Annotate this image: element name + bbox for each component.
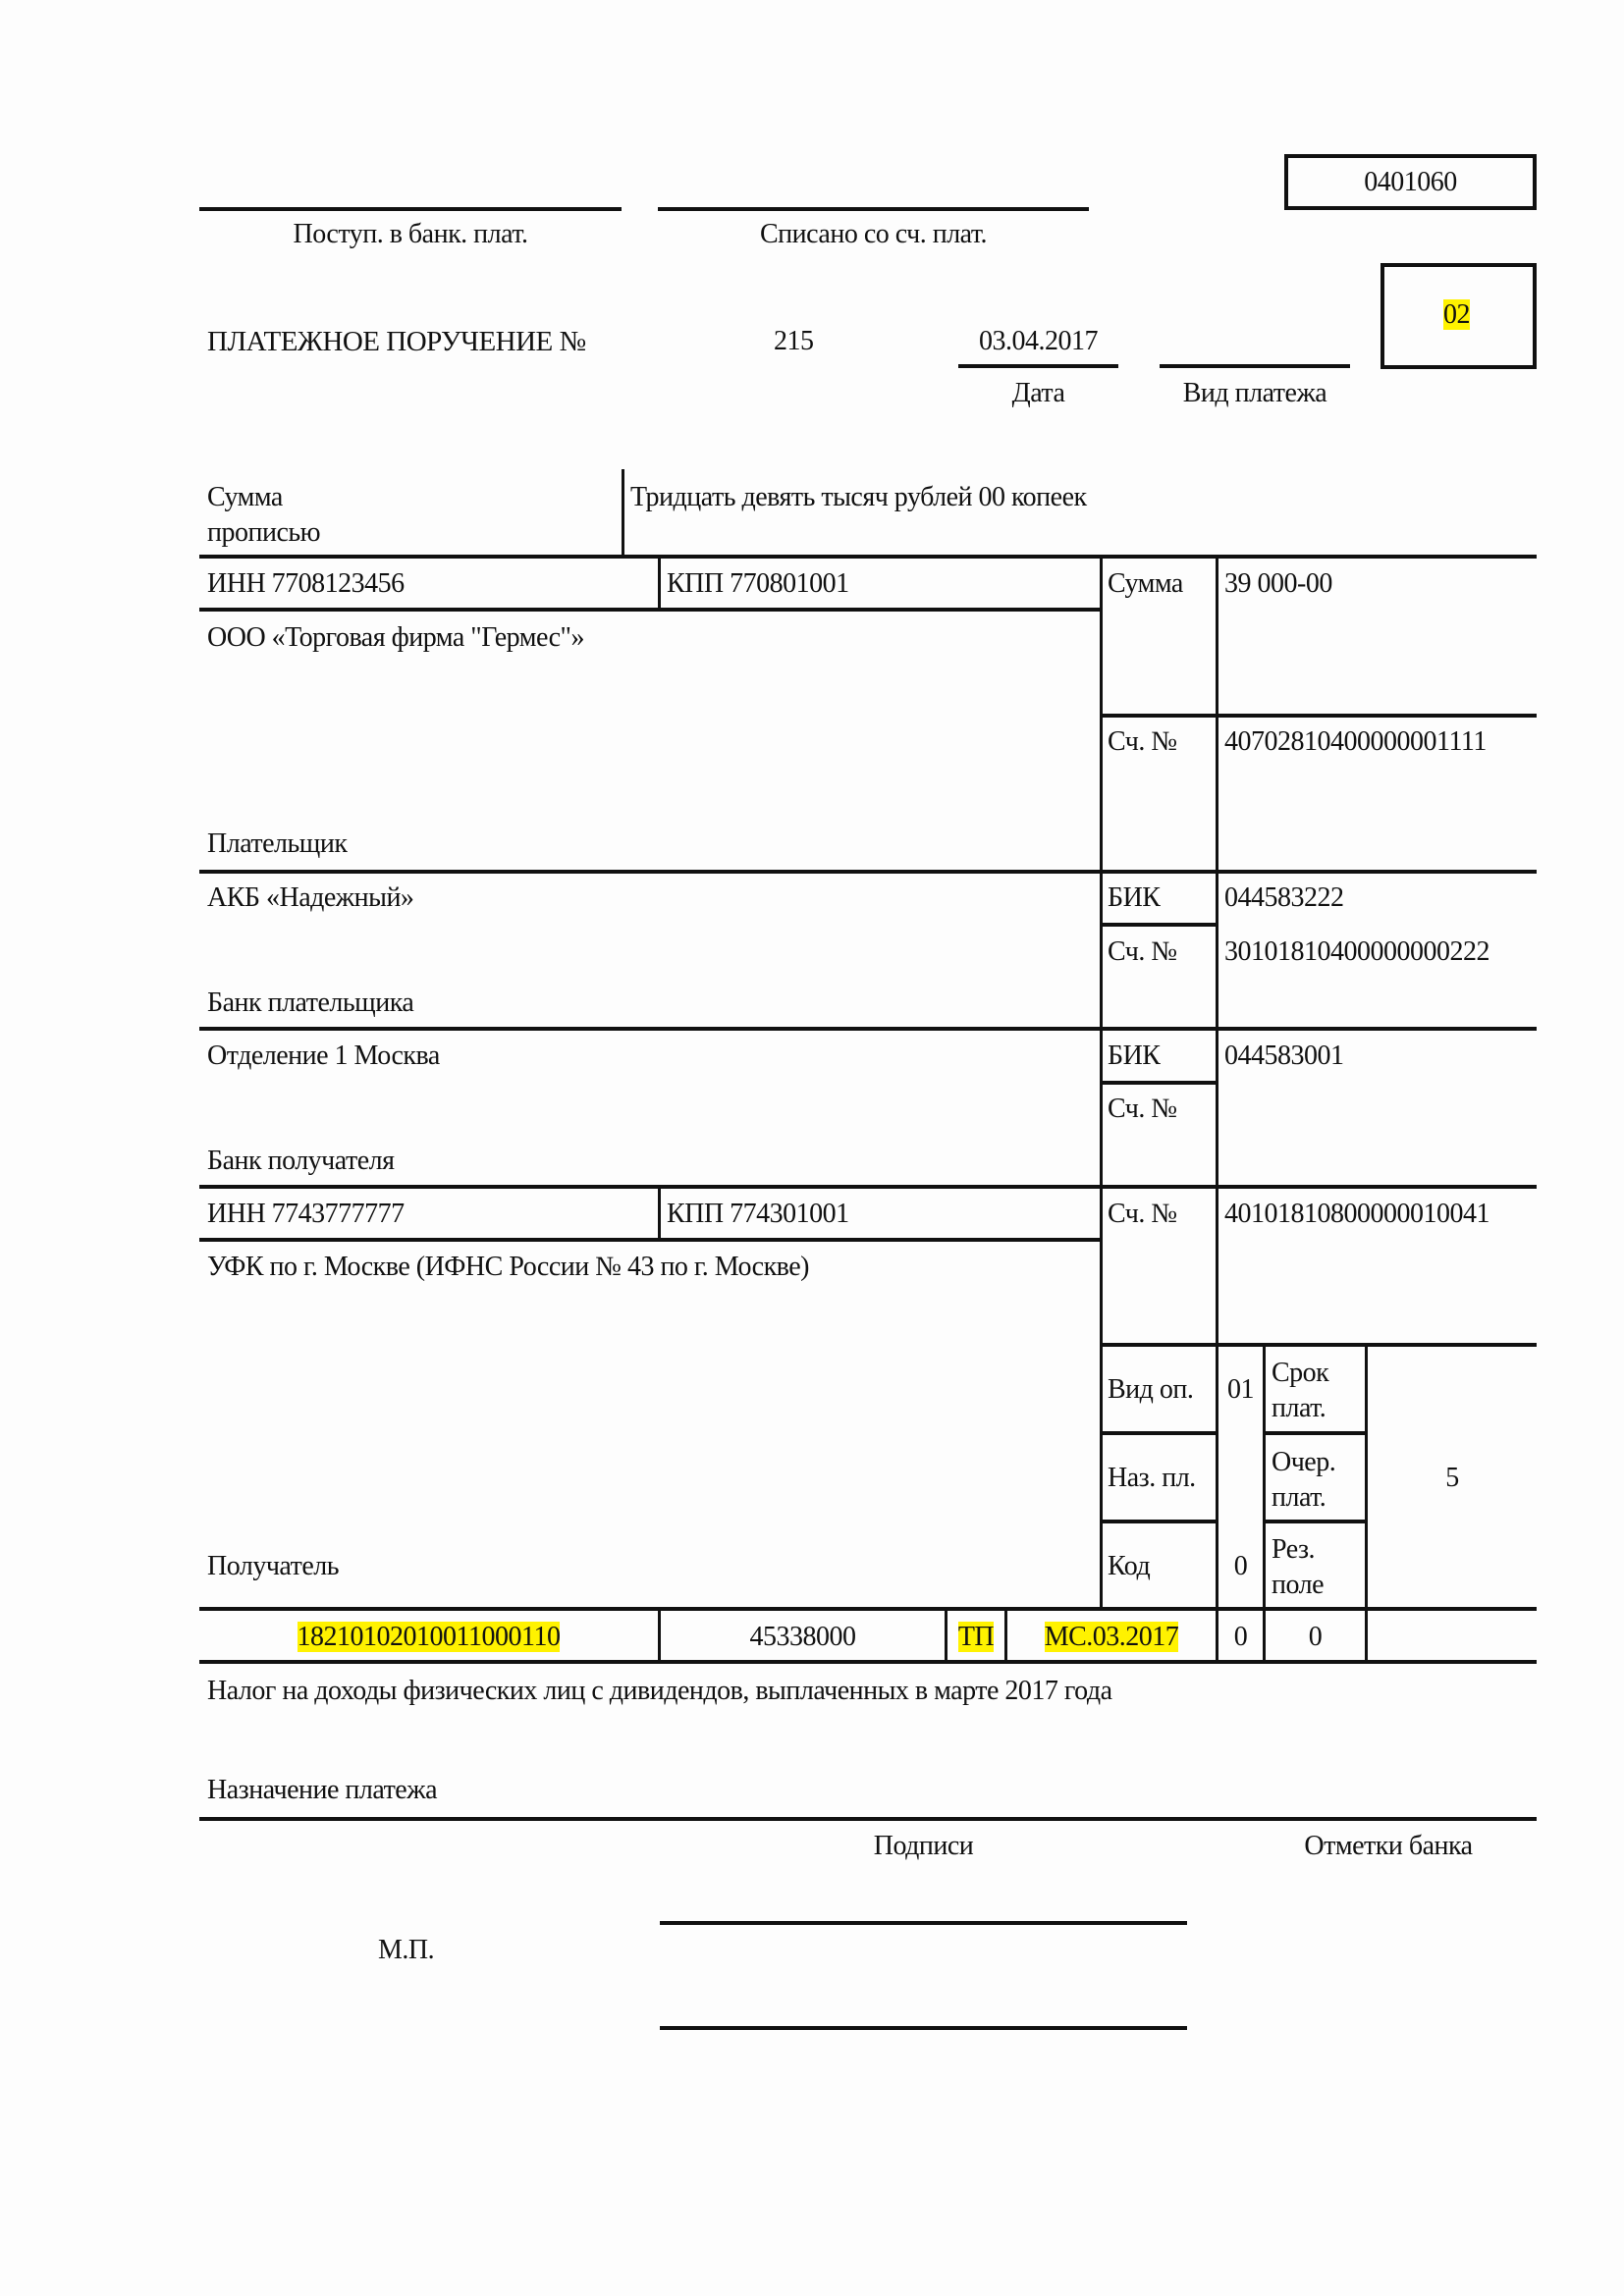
payment-type-line	[1160, 364, 1350, 368]
row-line	[1101, 714, 1537, 718]
signature-line-2[interactable]	[660, 2026, 1187, 2030]
doc-number-field[interactable]: 0	[1233, 1622, 1248, 1652]
row-line	[199, 1238, 1101, 1242]
row-line	[1264, 1520, 1366, 1523]
payee-label: Получатель	[207, 1551, 340, 1581]
debited-date-line	[658, 207, 1089, 211]
row-line	[1101, 1520, 1217, 1523]
row-line	[199, 555, 1537, 559]
payer-inn[interactable]: ИНН 7708123456	[207, 568, 405, 599]
kbk-field[interactable]: 18210102010011000110	[297, 1622, 561, 1652]
signature-line-1[interactable]	[660, 1921, 1187, 1925]
col-line	[658, 1187, 661, 1240]
payment-type-label: Вид платежа	[1182, 378, 1327, 408]
payee-bank-bik-value[interactable]: 044583001	[1224, 1041, 1344, 1071]
purpose-line	[199, 1817, 1537, 1821]
payer-kpp[interactable]: КПП 770801001	[667, 568, 849, 599]
basis-field[interactable]: ТП	[957, 1622, 995, 1652]
row-line	[199, 870, 1537, 874]
period-field[interactable]: МС.03.2017	[1044, 1622, 1179, 1652]
received-date-line	[199, 207, 622, 211]
payer-status: 02	[1443, 299, 1470, 330]
date-line	[958, 364, 1118, 368]
row-line	[199, 1660, 1537, 1664]
payee-account-value[interactable]: 40101810800000010041	[1224, 1199, 1489, 1229]
reserve-label: Рез. поле	[1272, 1534, 1325, 1600]
date-label: Дата	[1011, 378, 1065, 408]
code-label: Код	[1108, 1551, 1151, 1581]
payee-bank-account-label: Сч. №	[1108, 1094, 1177, 1124]
payer-bank-bik-value[interactable]: 044583222	[1224, 882, 1344, 913]
payer-bank-name[interactable]: АКБ «Надежный»	[207, 882, 414, 913]
row-line	[199, 1607, 1537, 1611]
code-value[interactable]: 0	[1233, 1551, 1248, 1581]
col-line	[1100, 557, 1103, 1609]
payer-bank-label: Банк плательщика	[207, 988, 414, 1018]
op-type-value[interactable]: 01	[1227, 1374, 1254, 1405]
payee-bank-label: Банк получателя	[207, 1146, 395, 1176]
debited-label: Списано со сч. плат.	[760, 219, 987, 249]
row-line	[1101, 1431, 1217, 1435]
payer-account-label: Сч. №	[1108, 726, 1177, 757]
amount-words-divider	[622, 469, 624, 558]
payer-label: Плательщик	[207, 828, 348, 859]
received-label: Поступ. в банк. плат.	[293, 219, 528, 249]
row-line	[1101, 923, 1217, 927]
col-line	[1365, 1345, 1368, 1662]
document-number[interactable]: 215	[774, 326, 814, 356]
payer-bank-bik-label: БИК	[1108, 882, 1161, 913]
due-label: Срок плат.	[1272, 1358, 1329, 1423]
doc-date-field[interactable]: 0	[1308, 1622, 1323, 1652]
col-line	[1216, 557, 1218, 1662]
payer-sum-value[interactable]: 39 000-00	[1224, 568, 1332, 599]
purpose-text[interactable]: Налог на доходы физических лиц с дивидендов, выплаченных в марте 2017 года	[207, 1676, 1112, 1706]
payee-name[interactable]: УФК по г. Москве (ИФНС России № 43 по г. Москве)	[207, 1252, 809, 1282]
row-line	[199, 608, 1101, 612]
payee-bank-bik-label: БИК	[1108, 1041, 1161, 1071]
row-line	[1264, 1431, 1366, 1435]
amount-words-label: Сумма прописью	[207, 482, 321, 548]
col-line	[658, 557, 661, 610]
payee-account-label: Сч. №	[1108, 1199, 1177, 1229]
row-line	[199, 1027, 1537, 1031]
priority-label: Очер. плат.	[1272, 1447, 1336, 1513]
payee-inn[interactable]: ИНН 7743777777	[207, 1199, 405, 1229]
payee-bank-name[interactable]: Отделение 1 Москва	[207, 1041, 440, 1071]
stamp-label: М.П.	[378, 1935, 435, 1965]
row-line	[1101, 1343, 1537, 1347]
payer-name[interactable]: ООО «Торговая фирма "Гермес"»	[207, 622, 584, 653]
document-title: ПЛАТЕЖНОЕ ПОРУЧЕНИЕ №	[207, 326, 586, 357]
signatures-label: Подписи	[873, 1831, 974, 1861]
purpose-code-label: Наз. пл.	[1108, 1463, 1196, 1493]
purpose-label: Назначение платежа	[207, 1775, 438, 1805]
col-line	[1263, 1345, 1266, 1662]
amount-words-value[interactable]: Тридцать девять тысяч рублей 00 копеек	[630, 482, 1087, 512]
bank-marks-label: Отметки банка	[1304, 1831, 1473, 1861]
payer-bank-account-label: Сч. №	[1108, 936, 1177, 967]
row-line	[1101, 1081, 1217, 1085]
form-code: 0401060	[1364, 167, 1457, 197]
payer-account-value[interactable]: 40702810400000001111	[1224, 726, 1487, 757]
op-type-label: Вид оп.	[1108, 1374, 1194, 1405]
document-date[interactable]: 03.04.2017	[979, 326, 1098, 356]
priority-value[interactable]: 5	[1445, 1463, 1459, 1493]
oktmo-field[interactable]: 45338000	[749, 1622, 856, 1652]
payer-bank-account-value[interactable]: 30101810400000000222	[1224, 936, 1489, 967]
row-line	[199, 1185, 1537, 1189]
payer-sum-label: Сумма	[1108, 568, 1183, 599]
payee-kpp[interactable]: КПП 774301001	[667, 1199, 849, 1229]
